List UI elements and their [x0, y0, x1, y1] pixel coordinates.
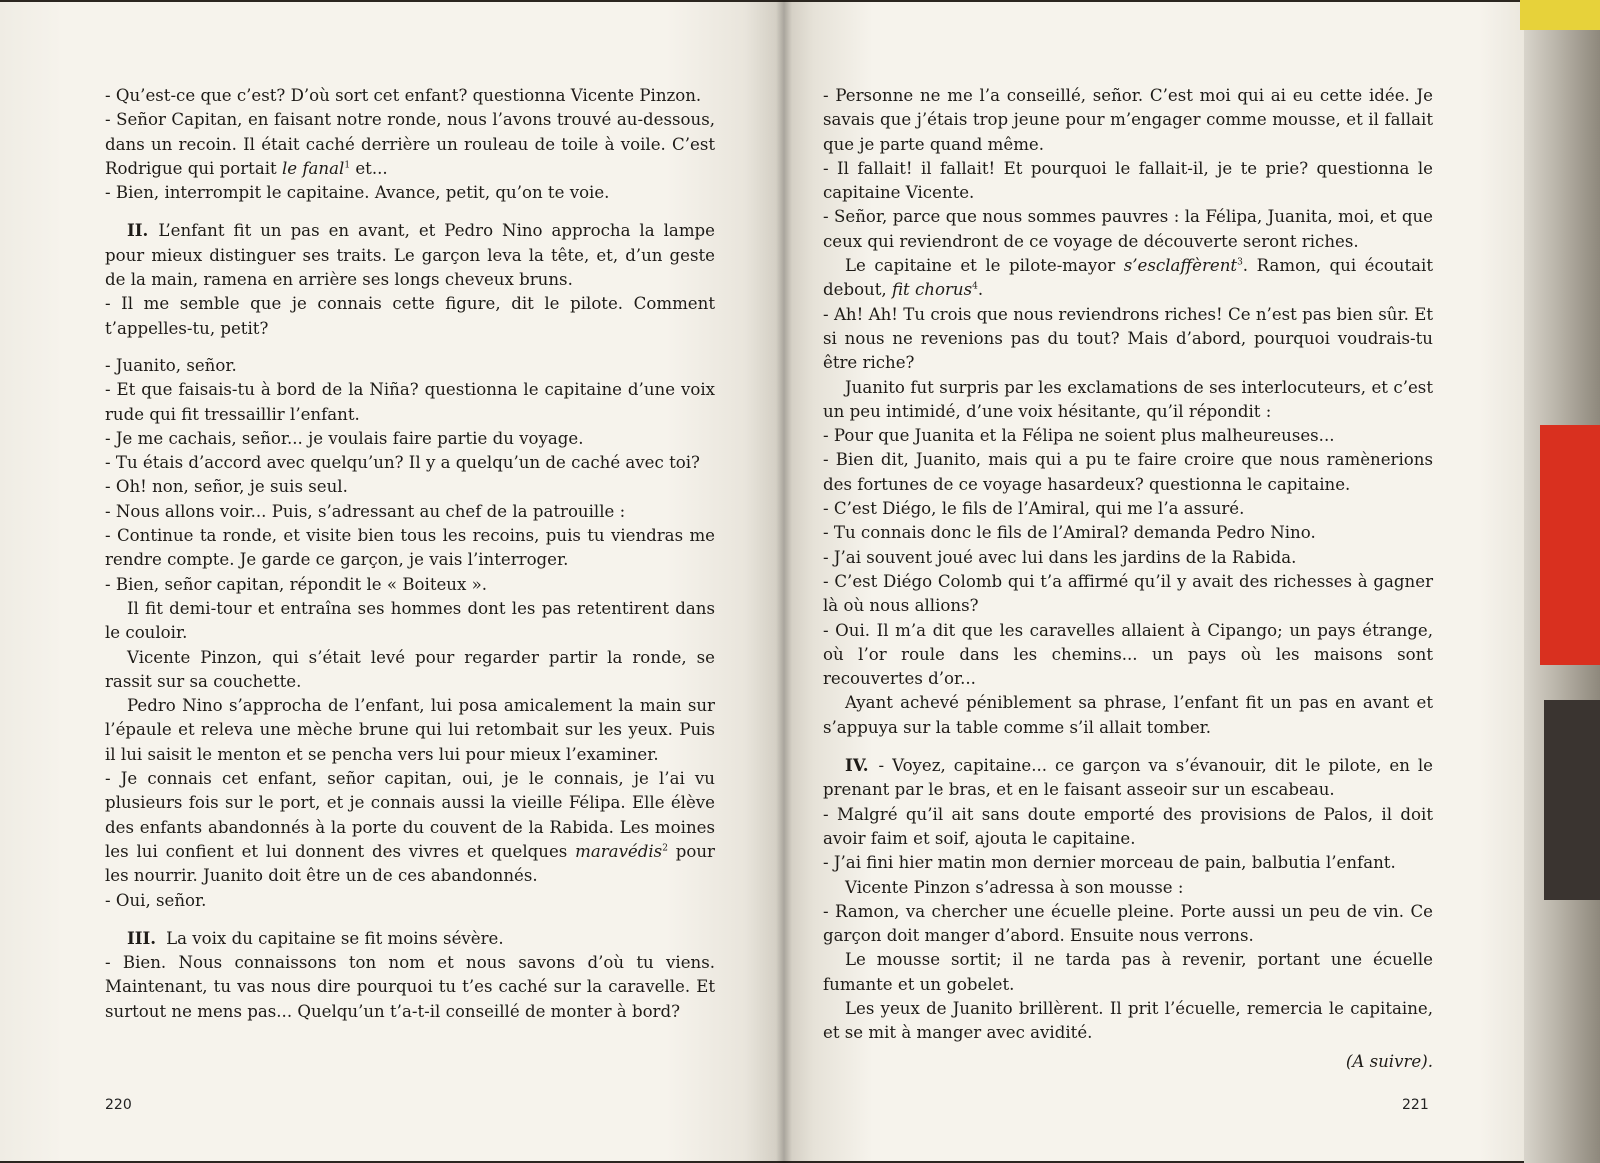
paragraph: - Je connais cet enfant, señor capitan, oui, je le connais, je l’ai vu plusieurs fois sur le port, et je connais aussi la vieille Félipa. Elle élève des enfants abandonnés à la porte du couvent de la Rabida. Les moines les lui confient et lui donnent des vivres et quelques maravédis$^2$ pour les nourrir. Juanito doit être un de ces abandonnés.: [105, 769, 715, 886]
section-number: III.: [127, 927, 157, 948]
page-number: 221: [1402, 1097, 1429, 1113]
paragraph: - Continue ta ronde, et visite bien tous les recoins, puis tu viendras me rendre compte. Je garde ce garçon, je vais l’interroger.: [105, 526, 715, 570]
continuation-note: (A suivre).: [1345, 1051, 1433, 1071]
paragraph: - J’ai souvent joué avec lui dans les jardins de la Rabida.: [823, 547, 1297, 567]
paragraph: Le mousse sortit; il ne tarda pas à revenir, portant une écuelle fumante et un gobelet.: [823, 950, 1433, 994]
section-paragraph: II. L’enfant fit un pas en avant, et Pedro Nino approcha la lampe pour mieux distinguer ses traits. Le garçon leva la tête, et, d’un geste de la main, ramena en arrière ses longs cheveux bruns.: [105, 220, 715, 290]
paragraph: Juanito fut surpris par les exclamations de ses interlocuteurs, et c’est un peu intimidé, d’une voix hésitante, qu’il répondit :: [823, 377, 1433, 421]
paragraph: Vicente Pinzon s’adressa à son mousse :: [845, 877, 1184, 897]
paragraph: - Tu étais d’accord avec quelqu’un? Il y a quelqu’un de caché avec toi?: [105, 453, 700, 473]
paragraph: - J’ai fini hier matin mon dernier morceau de pain, balbutia l’enfant.: [823, 853, 1396, 873]
paragraph: - Juanito, señor.: [105, 355, 237, 375]
section-number: IV.: [845, 755, 869, 776]
cover-edge-yellow: [1520, 0, 1600, 30]
paragraph: Le capitaine et le pilote-mayor s’esclaffèrent$^3$. Ramon, qui écoutait debout, fit chorus$^4$.: [823, 256, 1433, 300]
paragraph: - Bien dit, Juanito, mais qui a pu te faire croire que nous ramènerions des fortunes de ce voyage hasardeux? questionna le capitaine.: [823, 450, 1433, 494]
paragraph: - Bien, interrompit le capitaine. Avance, petit, qu’on te voie.: [105, 183, 610, 203]
book-spine: [776, 0, 792, 1163]
paragraph: - Señor Capitan, en faisant notre ronde, nous l’avons trouvé au-dessous, dans un recoin. Il était caché derrière un rouleau de toile à voile. C’est Rodrigue qui portait le fanal$^1$ et...: [105, 110, 715, 178]
paragraph: - Il me semble que je connais cette figure, dit le pilote. Comment t’appelles-tu, petit?: [105, 294, 715, 338]
paragraph: - Je me cachais, señor... je voulais faire partie du voyage.: [105, 428, 584, 448]
section-paragraph: IV. - Voyez, capitaine... ce garçon va s’évanouir, dit le pilote, en le prenant par le bras, et en le faisant asseoir sur un escabeau.: [823, 755, 1433, 800]
paragraph: - Tu connais donc le fils de l’Amiral? demanda Pedro Nino.: [823, 523, 1316, 543]
page-number: 220: [105, 1097, 132, 1113]
paragraph: - Bien, señor capitan, répondit le « Boiteux ».: [105, 574, 488, 594]
paragraph: Les yeux de Juanito brillèrent. Il prit l’écuelle, remercia le capitaine, et se mit à manger avec avidité.: [823, 998, 1433, 1043]
paragraph: - Personne ne me l’a conseillé, señor. C’est moi qui ai eu cette idée. Je savais que j’étais trop jeune pour m’engager comme mousse, et il fallait que je parte quand même.: [823, 86, 1433, 154]
paragraph: Vicente Pinzon, qui s’était levé pour regarder partir la ronde, se rassit sur sa couchette.: [105, 647, 715, 691]
paragraph: Pedro Nino s’approcha de l’enfant, lui posa amicalement la main sur l’épaule et releva une mèche brune qui lui retombait sur les yeux. Puis il lui saisit le menton et se pencha vers lui pour mieux l’examiner.: [105, 696, 715, 764]
section-paragraph: III. La voix du capitaine se fit moins sévère.: [127, 927, 504, 948]
cover-edge-red: [1540, 425, 1600, 665]
paragraph: - Señor, parce que nous sommes pauvres : la Félipa, Juanita, moi, et que ceux qui reviendront de ce voyage de découverte seront riches.: [823, 207, 1433, 251]
paragraph: Ayant achevé péniblement sa phrase, l’enfant fit un pas en avant et s’appuya sur la table comme s’il allait tomber.: [823, 693, 1433, 737]
paragraph: - Ah! Ah! Tu crois que nous reviendrons riches! Ce n’est pas bien sûr. Et si nous ne revenions pas du tout? Mais d’abord, pourquoi voudrais-tu être riche?: [823, 304, 1433, 373]
paragraph: Il fit demi-tour et entraîna ses hommes dont les pas retentirent dans le couloir.: [105, 598, 715, 643]
paragraph: - Il fallait! il fallait! Et pourquoi le fallait-il, je te prie? questionna le capitaine Vicente.: [823, 158, 1433, 203]
cover-edge-dark: [1544, 700, 1600, 900]
paragraph: - Malgré qu’il ait sans doute emporté des provisions de Palos, il doit avoir faim et soif, ajouta le capitaine.: [823, 804, 1433, 848]
paragraph: - Ramon, va chercher une écuelle pleine. Porte aussi un peu de vin. Ce garçon doit manger d’abord. Ensuite nous verrons.: [823, 901, 1433, 946]
paragraph: - C’est Diégo, le fils de l’Amiral, qui me l’a assuré.: [823, 499, 1245, 519]
paragraph: - Oui, señor.: [105, 890, 207, 910]
paragraph: - Oui. Il m’a dit que les caravelles allaient à Cipango; un pays étrange, où l’or roule dans les chemins... un pays où les maisons sont recouvertes d’or...: [823, 620, 1433, 689]
section-number: II.: [127, 220, 149, 241]
right-page-text: [823, 84, 1433, 1074]
paragraph: - Qu’est-ce que c’est? D’où sort cet enfant? questionna Vicente Pinzon.: [105, 86, 702, 105]
paragraph: - Bien. Nous connaissons ton nom et nous savons d’où tu viens. Maintenant, tu vas nous dire pourquoi tu t’es caché sur la caravelle. Et surtout ne mens pas... Quelqu’un t’a-t-il conseillé de monter à bord?: [105, 953, 715, 1021]
paragraph: - Oh! non, señor, je suis seul.: [105, 477, 348, 497]
paragraph: - C’est Diégo Colomb qui t’a affirmé qu’il y avait des richesses à gagner là où nous allions?: [823, 571, 1433, 616]
left-page-text: [105, 84, 715, 1024]
paragraph: - Pour que Juanita et la Félipa ne soient plus malheureuses...: [823, 426, 1335, 446]
paragraph: - Et que faisais-tu à bord de la Niña? questionna le capitaine d’une voix rude qui fit tressaillir l’enfant.: [105, 380, 715, 424]
paragraph: - Nous allons voir... Puis, s’adressant au chef de la patrouille :: [105, 501, 626, 521]
